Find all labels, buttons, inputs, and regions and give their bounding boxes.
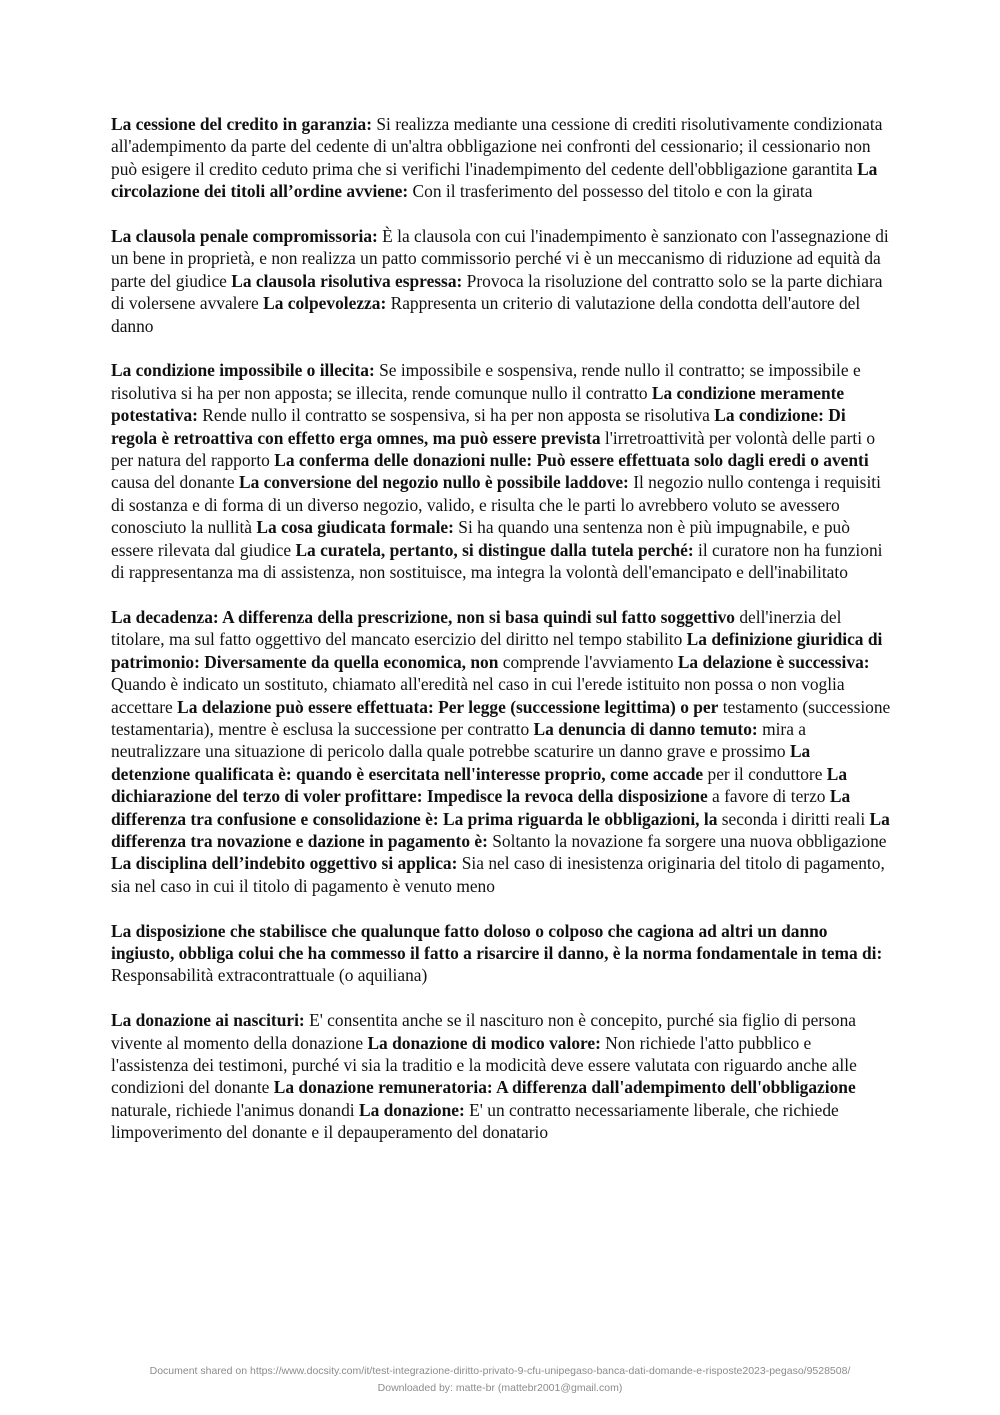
term-heading: La donazione: bbox=[358, 1099, 465, 1120]
term-text: Quando è indicato un sostituto, chiamato all'eredità nel caso in cui l'erede istituito non possa o non voglia accettare bbox=[111, 674, 845, 717]
term-text: Rende nullo il contratto se sospensiva, si ha per non apposta se risolutiva bbox=[197, 405, 715, 426]
term-heading: La decadenza: A differenza della prescrizione, non si basa quindi sul fatto soggettivo bbox=[111, 606, 735, 627]
term-text: Non richiede l'atto pubblico e l'assistenza dei testimoni, purché vi sia la traditio e la modicità deve essere valutata con riguardo anche alle condizioni del donante bbox=[111, 1032, 857, 1098]
term-heading: La differenza tra confusione e consolidazione è: La prima riguarda le obbligazioni, la bbox=[111, 786, 851, 829]
term-text: dell'inerzia del titolare, ma sul fatto oggettivo del mancato esercizio del diritto nel tempo stabilito bbox=[111, 606, 842, 650]
downloaded-by-footer: Downloaded by: matte-br (mattebr2001@gmail.com) bbox=[377, 1382, 623, 1394]
term-heading: La curatela, pertanto, si distingue dalla tutela perché: bbox=[295, 539, 694, 560]
term-text: Si ha quando una sentenza non è più impugnabile, e può essere rilevata dal giudice bbox=[111, 517, 850, 560]
term-text: Soltanto la novazione fa sorgere una nuova obbligazione bbox=[487, 830, 887, 851]
term-heading: La detenzione qualificata è: quando è esercitata nell'interesse proprio, come accade bbox=[111, 741, 811, 784]
term-text: comprende l'avviamento bbox=[498, 651, 678, 672]
term-heading: La conferma delle donazioni nulle: Può essere effettuata solo dagli eredi o aventi bbox=[274, 450, 869, 471]
term-heading: La clausola risolutiva espressa: bbox=[231, 270, 463, 291]
term-text: a favore di terzo bbox=[707, 786, 830, 807]
term-text: Rappresenta un criterio di valutazione della condotta dell'autore del danno bbox=[111, 293, 861, 336]
shared-source-footer: Document shared on https://www.docsity.com/it/test-integrazione-diritto-privato-9-cfu-unipegaso-banca-dati-domande-e-risposte2023-pegaso/9528508/ bbox=[149, 1365, 851, 1377]
term-heading: La delazione può essere effettuata: Per legge (successione legittima) o per bbox=[177, 696, 719, 717]
term-text: il curatore non ha funzioni di rappresentanza ma di assistenza, non sostituisce, ma integra la volontà dell'emancipato e dell'inabilitato bbox=[111, 539, 883, 583]
term-text: Il negozio nullo contenga i requisiti di sostanza e di forma di un diverso negozio, valido, e risulta che le parti lo avrebbero voluto se avessero conosciuto la nullità bbox=[111, 472, 881, 538]
term-text: Sia nel caso di inesistenza originaria del titolo di pagamento, sia nel caso in cui il titolo di pagamento è venuto meno bbox=[111, 853, 885, 896]
term-heading: La clausola penale compromissoria: bbox=[111, 226, 378, 247]
term-heading: La dichiarazione del terzo di voler profittare: Impedisce la revoca della disposizione bbox=[111, 763, 848, 807]
term-heading: La definizione giuridica di patrimonio: Diversamente da quella economica, non bbox=[111, 629, 883, 672]
term-text: seconda i diritti reali bbox=[717, 808, 870, 829]
term-text: E' un contratto necessariamente liberale, che richiede limpoverimento del donante e il depauperamento del donatario bbox=[111, 1099, 839, 1143]
term-text: testamento (successione testamentaria), mentre è esclusa la successione per contratto bbox=[111, 696, 891, 739]
term-text: per il conduttore bbox=[703, 763, 827, 784]
document-body bbox=[111, 113, 891, 1166]
term-heading: La donazione ai nascituri: bbox=[111, 1010, 305, 1031]
term-text: Provoca la risoluzione del contratto solo se la parte dichiara di volersene avvalere bbox=[111, 270, 883, 314]
paragraph bbox=[111, 920, 891, 987]
paragraph bbox=[111, 113, 891, 203]
term-heading: La condizione meramente potestativa: bbox=[111, 382, 845, 426]
term-heading: La donazione di modico valore: bbox=[367, 1032, 601, 1053]
term-text: causa del donante bbox=[111, 472, 239, 493]
term-heading: La delazione è successiva: bbox=[677, 651, 870, 672]
paragraph bbox=[111, 359, 891, 583]
term-heading: La circolazione dei titoli all’ordine avviene: bbox=[111, 158, 878, 202]
term-heading: La disposizione che stabilisce che qualunque fatto doloso o colposo che cagiona ad altri un danno ingiusto, obbliga colui che ha commesso il fatto a risarcire il danno, è la norma fondamentale in tema di: bbox=[111, 920, 883, 963]
term-heading: La denuncia di danno temuto: bbox=[533, 718, 758, 739]
term-text: È la clausola con cui l'inadempimento è sanzionato con l'assegnazione di un bene in proprietà, e non realizza un patto commissorio perché vi è un meccanismo di riduzione ad equità da parte del giudice bbox=[111, 226, 889, 291]
term-text: Responsabilità extracontrattuale (o aquiliana) bbox=[111, 965, 428, 986]
term-heading: La condizione impossibile o illecita: bbox=[111, 360, 375, 381]
term-heading: La differenza tra novazione e dazione in pagamento è: bbox=[111, 808, 890, 851]
term-text: naturale, richiede l'animus donandi bbox=[111, 1099, 359, 1120]
paragraph bbox=[111, 225, 891, 337]
term-heading: La donazione remuneratoria: A differenza dall'adempimento dell'obbligazione bbox=[273, 1077, 856, 1098]
term-text: Se impossibile e sospensiva, rende nullo il contratto; se impossibile e risolutiva si ha per non apposta; se illecita, rende comunque nullo il contratto bbox=[111, 360, 861, 403]
term-heading: La disciplina dell’indebito oggettivo si applica: bbox=[111, 853, 458, 874]
term-heading: La cessione del credito in garanzia: bbox=[111, 114, 372, 134]
term-text: l'irretroattività per volontà delle parti o per natura del rapporto bbox=[111, 427, 876, 471]
paragraph bbox=[111, 606, 891, 897]
term-heading: La cosa giudicata formale: bbox=[256, 517, 454, 538]
paragraph bbox=[111, 1009, 891, 1143]
term-text: Con il trasferimento del possesso del titolo e con la girata bbox=[408, 181, 813, 202]
term-text: mira a neutralizzare una situazione di pericolo dalla quale potrebbe scaturire un danno grave e prossimo bbox=[111, 718, 807, 762]
term-text: E' consentita anche se il nascituro non è concepito, purché sia figlio di persona vivente al momento della donazione bbox=[111, 1010, 856, 1053]
term-heading: La conversione del negozio nullo è possibile laddove: bbox=[238, 472, 629, 493]
term-text: Si realizza mediante una cessione di crediti risolutivamente condizionata all'adempimento da parte del cedente di un'altra obbligazione nei confronti del cessionario; il cessionario non può esigere il credito ceduto prima che si verifichi l'inadempimento del cedente dell'obbligazione garantita bbox=[111, 114, 883, 179]
term-heading: La colpevolezza: bbox=[263, 293, 387, 314]
term-heading: La condizione: Di regola è retroattiva con effetto erga omnes, ma può essere prevista bbox=[111, 405, 846, 448]
